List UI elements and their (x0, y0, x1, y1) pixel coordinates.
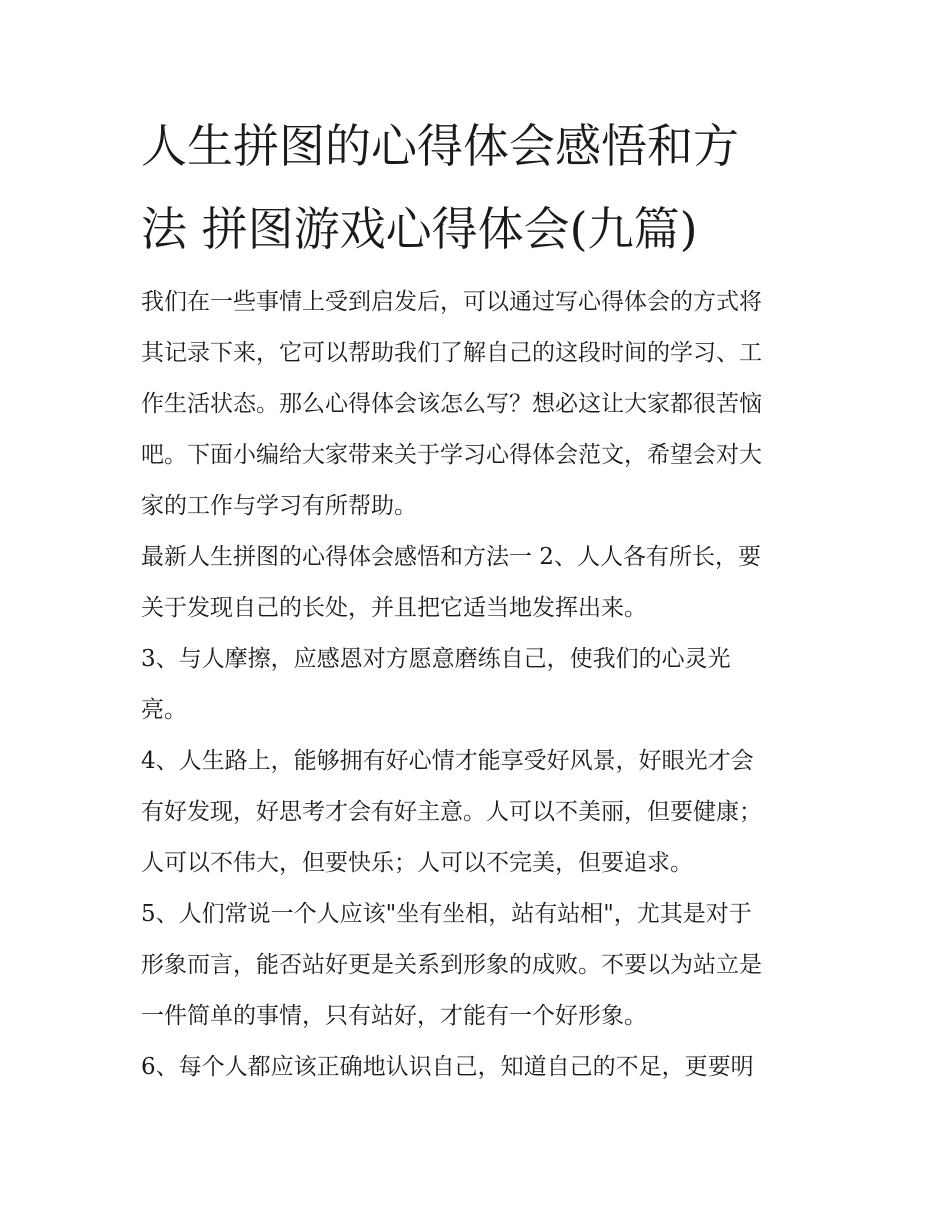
document-title-line-1: 人生拼图的心得体会感悟和方 (141, 119, 739, 173)
body-line: 作生活状态。那么心得体会该怎么写？想必这让大家都很苦恼 (141, 391, 762, 417)
body-line: 人可以不伟大，但要快乐；人可以不完美，但要追求。 (141, 850, 693, 876)
body-line: 吧。下面小编给大家带来关于学习心得体会范文，希望会对大 (141, 442, 762, 468)
body-line: 3、与人摩擦，应感恩对方愿意磨练自己，使我们的心灵光 (141, 646, 731, 672)
document-title-line-2: 法 拼图游戏心得体会(九篇) (141, 202, 698, 256)
body-line: 家的工作与学习有所帮助。 (141, 493, 417, 519)
body-line: 最新人生拼图的心得体会感悟和方法一 2、人人各有所长，要 (141, 544, 761, 570)
body-line: 一件简单的事情，只有站好，才能有一个好形象。 (141, 1003, 647, 1029)
body-line: 亮。 (141, 697, 187, 723)
body-line: 其记录下来，它可以帮助我们了解自己的这段时间的学习、工 (141, 340, 762, 366)
body-line: 形象而言，能否站好更是关系到形象的成败。不要以为站立是 (141, 952, 762, 978)
body-line: 5、人们常说一个人应该"坐有坐相，站有站相"，尤其是对于 (141, 901, 752, 927)
body-line: 6、每个人都应该正确地认识自己，知道自己的不足，更要明 (141, 1054, 754, 1080)
body-line: 关于发现自己的长处，并且把它适当地发挥出来。 (141, 595, 647, 621)
body-line: 我们在一些事情上受到启发后，可以通过写心得体会的方式将 (141, 289, 762, 315)
body-line: 有好发现，好思考才会有好主意。人可以不美丽，但要健康； (141, 799, 762, 825)
body-line: 4、人生路上，能够拥有好心情才能享受好风景，好眼光才会 (141, 748, 754, 774)
